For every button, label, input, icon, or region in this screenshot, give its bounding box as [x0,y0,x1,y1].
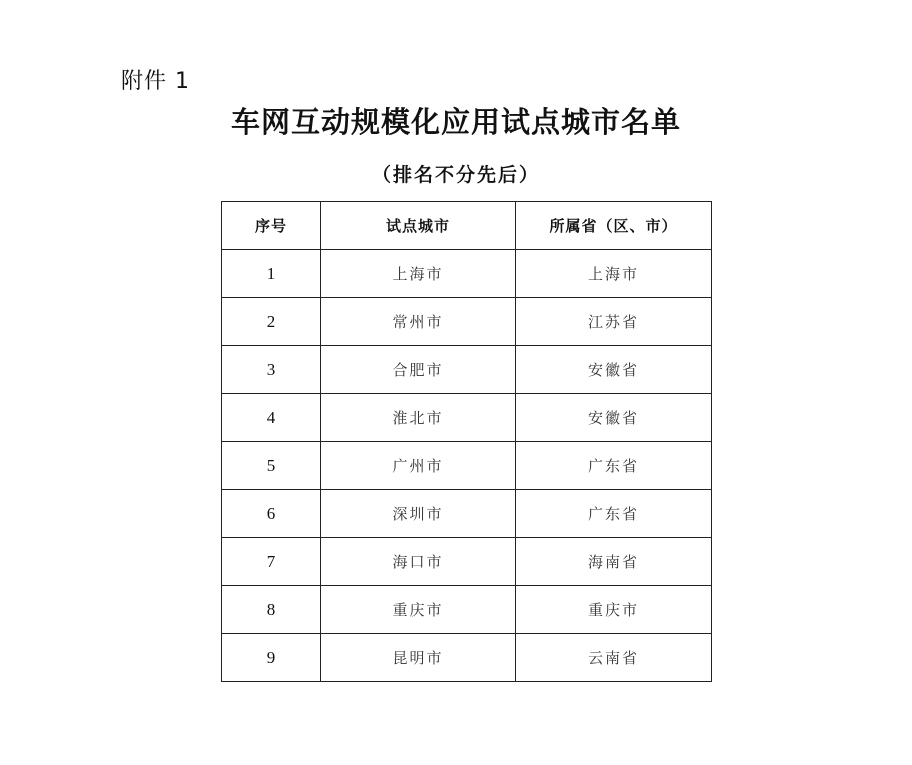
cell-city: 常州市 [321,298,516,346]
pilot-city-table [221,201,712,682]
cell-serial-number: 5 [222,442,321,490]
table-body [222,250,712,682]
cell-province: 上海市 [516,250,712,298]
cell-city: 深圳市 [321,490,516,538]
table-row [222,634,712,682]
cell-serial-number: 6 [222,490,321,538]
table-row [222,250,712,298]
cell-province: 海南省 [516,538,712,586]
table-row [222,586,712,634]
cell-province: 安徽省 [516,394,712,442]
cell-province: 广东省 [516,442,712,490]
table-row [222,442,712,490]
document-subtitle: （排名不分先后） [371,164,540,186]
cell-city: 昆明市 [321,634,516,682]
cell-serial-number: 3 [222,346,321,394]
header-serial-number: 序号 [222,202,321,250]
cell-serial-number: 8 [222,586,321,634]
cell-city: 淮北市 [321,394,516,442]
cell-city: 重庆市 [321,586,516,634]
table-row [222,298,712,346]
attachment-label: 附件 1 [121,69,190,94]
cell-province: 广东省 [516,490,712,538]
cell-city: 广州市 [321,442,516,490]
cell-province: 江苏省 [516,298,712,346]
header-province: 所属省（区、市） [516,202,712,250]
cell-province: 安徽省 [516,346,712,394]
table-row [222,394,712,442]
cell-city: 上海市 [321,250,516,298]
table-row [222,346,712,394]
document-title: 车网互动规模化应用试点城市名单 [230,105,681,139]
cell-city: 合肥市 [321,346,516,394]
cell-serial-number: 1 [222,250,321,298]
table-row [222,490,712,538]
cell-serial-number: 9 [222,634,321,682]
table-row [222,538,712,586]
table-header [222,202,712,250]
cell-province: 云南省 [516,634,712,682]
cell-serial-number: 4 [222,394,321,442]
header-pilot-city: 试点城市 [321,202,516,250]
table-header-row [222,202,712,250]
cell-serial-number: 7 [222,538,321,586]
cell-province: 重庆市 [516,586,712,634]
cell-city: 海口市 [321,538,516,586]
cell-serial-number: 2 [222,298,321,346]
